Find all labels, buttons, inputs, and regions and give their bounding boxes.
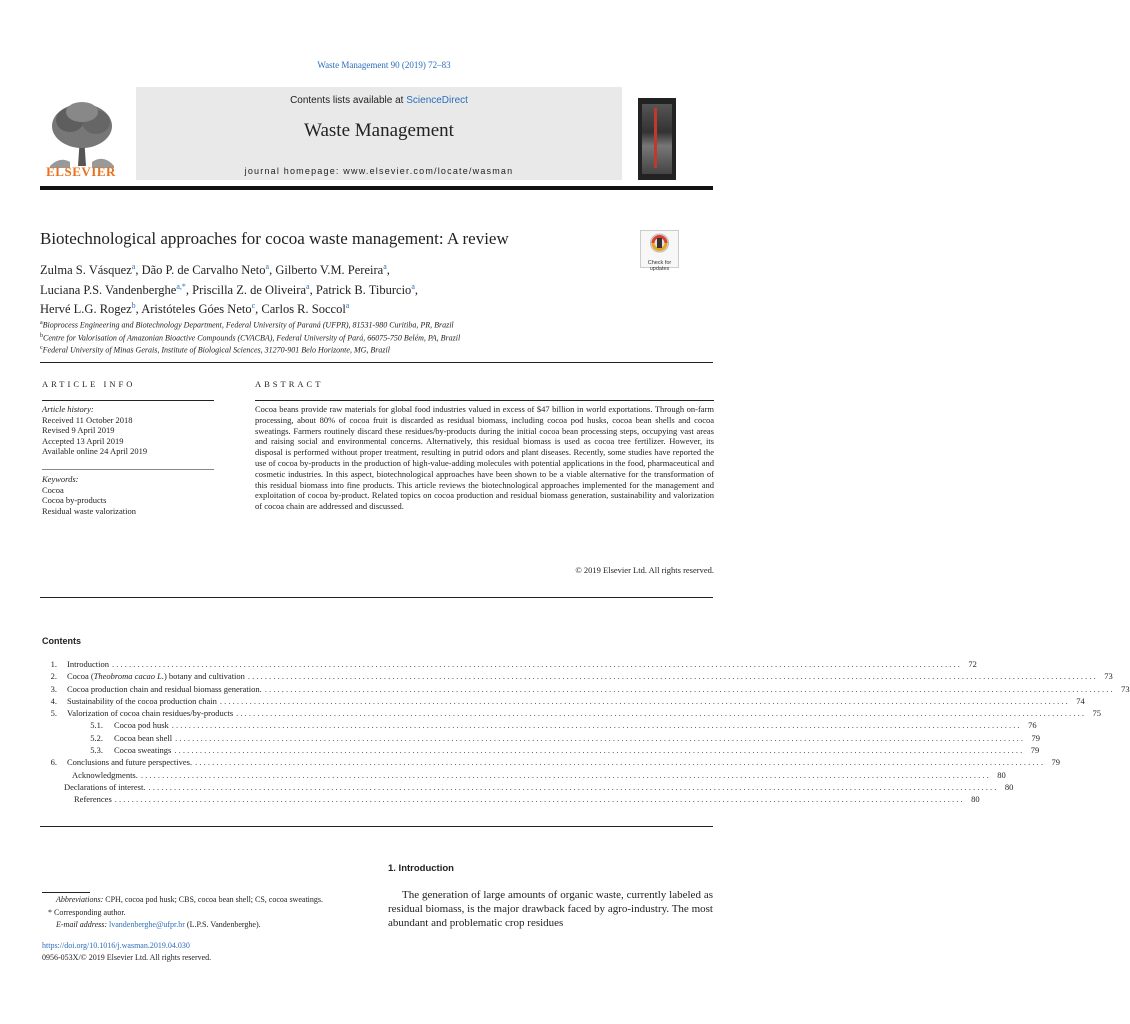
homepage-prefix: journal homepage: [244, 166, 344, 176]
email-note: E-mail address: lvandenberghe@ufpr.br (L.P.S. Vandenberghe). [56, 920, 261, 929]
toc-leader-dots: . . . . . . . . . . . . . . . . . . . . . . . . . . . . . . . . . . . . . . . . . . . . . . . . . . . . . . . . . . . . . . . . . . . . . . . . . . . . . . . . . . . . . . . . . . . . . . . . . . . . . . . . . . . . . . . . . . . . . . . . . . . . . . . . . . . . . . . . . . . . . . . . . . . . . . . . . . . . . . . . . . . . . . . . . . . . . . . . . . . . . . . . . . . . . . . . . . . . . . . . [175, 732, 1023, 743]
article-info-heading: ARTICLE INFO [42, 379, 136, 389]
toc-item-label: Sustainability of the cocoa production chain [67, 695, 217, 706]
footnote-rule [42, 892, 90, 893]
toc-item-label: Conclusions and future perspectives. [67, 757, 193, 768]
abstract-heading: ABSTRACT [255, 379, 324, 389]
issn-line: 0956-053X/© 2019 Elsevier Ltd. All rights reserved. [42, 953, 212, 962]
journal-citation[interactable]: Waste Management 90 (2019) 72–83 [317, 60, 451, 70]
divider [42, 400, 214, 401]
toc-item-number: 2. [50, 671, 57, 682]
affiliation: $^b$Centre for Valorisation of Amazonian Bioactive Compounds (CVACBA), Federal University of Pará, 66075-750 Belém, PA, Brazil [40, 332, 461, 343]
check-for-updates-label: Check for updates [647, 260, 672, 272]
divider [40, 826, 713, 827]
toc-item-page: 72 [968, 659, 977, 669]
toc-item[interactable] [42, 671, 1113, 683]
contents-available-prefix: Contents lists available at [290, 95, 407, 106]
author-list: Zulma S. Vásquez$^a$, Dão P. de Carvalho Neto$^a$, Gilberto V.M. Pereira$^a$, Luciana P.S. Vandenberghe$^{a,*}$, Priscilla Z. de Oliveira$^a$, Patrick B. Tiburcio$^a$, Hervé L.G. Rogez$^b$, Aristóteles Góes Neto$^c$, Carlos R. Soccol$^a$ [40, 262, 418, 317]
toc-item-label: Cocoa pod husk [114, 720, 169, 731]
toc-item-label: Cocoa bean shell [114, 732, 173, 743]
toc-item-label: Cocoa sweatings [114, 745, 172, 756]
toc-leader-dots: . . . . . . . . . . . . . . . . . . . . . . . . . . . . . . . . . . . . . . . . . . . . . . . . . . . . . . . . . . . . . . . . . . . . . . . . . . . . . . . . . . . . . . . . . . . . . . . . . . . . . . . . . . . . . . . . . . . . . . . . . . . . . . . . . . . . . . . . . . . . . . . . . . . . . . . . . . . . . . . . . . . . . . . . . . . . . . . . . . . . . . . . . . . . . . . . . . . . . . . . [247, 671, 1096, 682]
toc-leader-dots: . . . . . . . . . . . . . . . . . . . . . . . . . . . . . . . . . . . . . . . . . . . . . . . . . . . . . . . . . . . . . . . . . . . . . . . . . . . . . . . . . . . . . . . . . . . . . . . . . . . . . . . . . . . . . . . . . . . . . . . . . . . . . . . . . . . . . . . . . . . . . . . . . . . . . . . . . . . . . . . . . . . . . . . . . . . . . . . . . . . . . . . . . . . . . . . . . . . . . . . . [148, 781, 997, 792]
keyword: Cocoa by-products [42, 495, 107, 505]
toc-item-page: 80 [997, 769, 1006, 780]
toc-leader-dots: . . . . . . . . . . . . . . . . . . . . . . . . . . . . . . . . . . . . . . . . . . . . . . . . . . . . . . . . . . . . . . . . . . . . . . . . . . . . . . . . . . . . . . . . . . . . . . . . . . . . . . . . . . . . . . . . . . . . . . . . . . . . . . . . . . . . . . . . . . . . . . . . . . . . . . . . . . . . . . . . . . . . . . . . . . . . . . . . . . . . . . . . . . . . . . . . . . . . . . . . [174, 745, 1023, 756]
affiliation: $^c$Federal University of Minas Gerais, Institute of Biological Sciences, 31270-901 Belo Horizonte, MG, Brazil [40, 345, 390, 355]
keyword: Cocoa [42, 484, 64, 495]
toc-item-page: 75 [1092, 708, 1102, 719]
history-item: Received 11 October 2018 [42, 414, 133, 425]
author[interactable]: Priscilla Z. de Oliveira$^a$ [192, 281, 310, 297]
author[interactable]: Patrick B. Tiburcio$^a$ [315, 281, 415, 297]
toc-item[interactable] [42, 695, 1085, 708]
toc-item-page: 76 [1028, 720, 1037, 731]
sciencedirect-link[interactable]: ScienceDirect [406, 95, 468, 106]
toc-item-number: 6. [50, 757, 57, 768]
email-link[interactable]: lvandenberghe@ufpr.br [109, 920, 185, 929]
toc-item-page: 73 [1104, 671, 1113, 682]
toc-item-page: 74 [1076, 695, 1085, 706]
toc-item-number: 5. [50, 708, 57, 719]
toc-item-number: 5.1. [90, 720, 103, 731]
toc-item[interactable] [42, 745, 1040, 757]
toc-item-number: 4. [50, 695, 57, 706]
divider [40, 362, 713, 363]
toc-item[interactable] [42, 659, 977, 671]
keywords [42, 474, 214, 516]
history-label: Article history: [42, 404, 94, 414]
toc-item[interactable] [42, 683, 1130, 696]
affiliations [40, 318, 640, 356]
elsevier-wordmark: ELSEVIER [46, 164, 116, 179]
toc-item-number: 1. [50, 659, 57, 669]
toc-item-page: 80 [1004, 781, 1014, 792]
toc-item-label: Valorization of cocoa chain residues/by-products [67, 708, 234, 719]
introduction-heading: 1. Introduction [388, 863, 454, 874]
contents-available-line [136, 95, 622, 106]
check-for-updates-icon [641, 231, 678, 255]
toc-leader-dots: . . . . . . . . . . . . . . . . . . . . . . . . . . . . . . . . . . . . . . . . . . . . . . . . . . . . . . . . . . . . . . . . . . . . . . . . . . . . . . . . . . . . . . . . . . . . . . . . . . . . . . . . . . . . . . . . . . . . . . . . . . . . . . . . . . . . . . . . . . . . . . . . . . . . . . . . . . . . . . . . . . . . . . . . . . . . . . . . . . . . . . . . . . . . . . . . . . . . . . . . [264, 683, 1113, 694]
toc-item-label: Introduction [67, 659, 110, 669]
elsevier-logo [40, 96, 122, 180]
toc-leader-dots: . . . . . . . . . . . . . . . . . . . . . . . . . . . . . . . . . . . . . . . . . . . . . . . . . . . . . . . . . . . . . . . . . . . . . . . . . . . . . . . . . . . . . . . . . . . . . . . . . . . . . . . . . . . . . . . . . . . . . . . . . . . . . . . . . . . . . . . . . . . . . . . . . . . . . . . . . . . . . . . . . . . . . . . . . . . . . . . . . . . . . . . . . . . . . . . . . . . . . . . . [236, 708, 1085, 719]
article-history [42, 404, 214, 457]
author[interactable]: Gilberto V.M. Pereira$^a$ [275, 262, 387, 278]
author[interactable]: Dão P. de Carvalho Neto$^a$ [141, 262, 270, 278]
article-title: Biotechnological approaches for cocoa waste management: A review [40, 229, 509, 248]
journal-name: Waste Management [304, 120, 454, 141]
toc-item-number: 5.3. [90, 745, 103, 756]
toc-item-number: 3. [50, 683, 57, 694]
toc-leader-dots: . . . . . . . . . . . . . . . . . . . . . . . . . . . . . . . . . . . . . . . . . . . . . . . . . . . . . . . . . . . . . . . . . . . . . . . . . . . . . . . . . . . . . . . . . . . . . . . . . . . . . . . . . . . . . . . . . . . . . . . . . . . . . . . . . . . . . . . . . . . . . . . . . . . . . . . . . . . . . . . . . . . . . . . . . . . . . . . . . . . . . . . . . . . . . . . . . . . . . . . . [171, 720, 1020, 731]
toc-item[interactable] [42, 769, 1006, 782]
header-rule [40, 186, 713, 190]
author[interactable]: Luciana P.S. Vandenberghe$^{a,*}$ [40, 281, 186, 297]
toc-item-page: 80 [971, 794, 980, 805]
author[interactable]: Hervé L.G. Rogez$^b$ [40, 301, 136, 317]
contents-title: Contents [42, 636, 81, 646]
history-item: Revised 9 April 2019 [42, 425, 115, 435]
abstract-copyright: © 2019 Elsevier Ltd. All rights reserved. [575, 565, 714, 575]
toc-leader-dots: . . . . . . . . . . . . . . . . . . . . . . . . . . . . . . . . . . . . . . . . . . . . . . . . . . . . . . . . . . . . . . . . . . . . . . . . . . . . . . . . . . . . . . . . . . . . . . . . . . . . . . . . . . . . . . . . . . . . . . . . . . . . . . . . . . . . . . . . . . . . . . . . . . . . . . . . . . . . . . . . . . . . . . . . . . . . . . . . . . . . . . . . . . . . . . . . . . . . . . . . [140, 769, 989, 780]
toc-item-page: 79 [1051, 757, 1060, 768]
author[interactable]: Aristóteles Góes Neto$^c$ [141, 301, 256, 317]
toc-item-label: Cocoa (Theobroma cacao L.) botany and cultivation [67, 671, 245, 682]
history-item: Accepted 13 April 2019 [42, 435, 124, 446]
keywords-label: Keywords: [42, 474, 79, 484]
divider [255, 400, 714, 401]
toc-item-page: 73 [1121, 683, 1130, 694]
corresponding-note: * Corresponding author. [48, 907, 126, 917]
homepage-url-link[interactable]: www.elsevier.com/locate/wasman [343, 166, 514, 176]
check-for-updates-button[interactable] [640, 230, 679, 272]
toc-item[interactable] [42, 794, 980, 806]
toc-item-label: References [74, 794, 112, 805]
table-of-contents [42, 659, 1130, 807]
doi-link[interactable]: https://doi.org/10.1016/j.wasman.2019.04.030 [42, 941, 190, 950]
introduction-text: The generation of large amounts of organic waste, currently labeled as residual biomass, is the major drawback faced by agro-industry. The most abundant and problematic crop residues [388, 889, 713, 929]
toc-item[interactable] [42, 720, 1037, 732]
toc-item-page: 79 [1030, 745, 1040, 756]
divider [40, 597, 713, 598]
toc-leader-dots: . . . . . . . . . . . . . . . . . . . . . . . . . . . . . . . . . . . . . . . . . . . . . . . . . . . . . . . . . . . . . . . . . . . . . . . . . . . . . . . . . . . . . . . . . . . . . . . . . . . . . . . . . . . . . . . . . . . . . . . . . . . . . . . . . . . . . . . . . . . . . . . . . . . . . . . . . . . . . . . . . . . . . . . . . . . . . . . . . . . . . . . . . . . . . . . . . . . . . . . . [195, 757, 1043, 768]
toc-item-label: Acknowledgments. [72, 769, 138, 780]
history-item: Available online 24 April 2019 [42, 446, 148, 456]
toc-leader-dots: . . . . . . . . . . . . . . . . . . . . . . . . . . . . . . . . . . . . . . . . . . . . . . . . . . . . . . . . . . . . . . . . . . . . . . . . . . . . . . . . . . . . . . . . . . . . . . . . . . . . . . . . . . . . . . . . . . . . . . . . . . . . . . . . . . . . . . . . . . . . . . . . . . . . . . . . . . . . . . . . . . . . . . . . . . . . . . . . . . . . . . . . . . . . . . . . . . . . . . . . [114, 794, 963, 805]
abbreviations-note: Abbreviations: CPH, cocoa pod husk; CBS, cocoa bean shell; CS, cocoa sweatings. [56, 895, 323, 904]
keyword: Residual waste valorization [42, 505, 136, 516]
journal-cover-thumbnail [638, 98, 676, 180]
toc-item-number: 5.2. [90, 732, 103, 743]
author[interactable]: Zulma S. Vásquez$^a$ [40, 262, 136, 278]
toc-item[interactable] [42, 708, 1102, 720]
toc-item[interactable] [42, 757, 1060, 769]
toc-item[interactable] [42, 781, 1014, 794]
abstract-text: Cocoa beans provide raw materials for global food industries valued in excess of $47 billion in world exportations. Through on-farm processing, about 80% of cocoa fruit is discarded as residual biomass, including cocoa pod husks, cocoa bean shells and cocoa sweatings. Farmers routinely discard these residues/by-products during the initial cocoa bean processing steps, occupying vast areas and raising social and environmental concerns. Alternatively, this residual biomass is used as cocoa tree fertilizer. However, its disposal is performed without proper treatment, resulting in putrid odors and plant diseases. Recently, some studies have reported the use of cocoa by-products in the production of high-value-adding molecules with potential applications in the food, pharmaceutical and cosmetic industries. In this aspect, biotechnological approaches have been shown to be a viable alternative for the transformation of this residual biomass into fine products. This article reviews the biotechnological approaches implemented for the management and exploitation of cocoa by-product. Related topics on cocoa production and residual biomass generation, sustainability and valorization of cocoa chain are addressed and discussed. [255, 404, 714, 512]
toc-item[interactable] [42, 732, 1040, 745]
toc-leader-dots: . . . . . . . . . . . . . . . . . . . . . . . . . . . . . . . . . . . . . . . . . . . . . . . . . . . . . . . . . . . . . . . . . . . . . . . . . . . . . . . . . . . . . . . . . . . . . . . . . . . . . . . . . . . . . . . . . . . . . . . . . . . . . . . . . . . . . . . . . . . . . . . . . . . . . . . . . . . . . . . . . . . . . . . . . . . . . . . . . . . . . . . . . . . . . . . . . . . . . . . . [112, 659, 960, 669]
divider [42, 469, 214, 470]
toc-item-label: Declarations of interest. [64, 781, 146, 792]
affiliation: $^a$Bioprocess Engineering and Biotechnology Department, Federal University of Paraná (UFPR), 81531-980 Curitiba, PR, Brazil [40, 320, 454, 330]
toc-item-page: 79 [1031, 732, 1040, 743]
author[interactable]: Carlos R. Soccol$^a$ [261, 301, 350, 317]
journal-homepage-line [136, 166, 622, 176]
footnotes [42, 894, 372, 932]
toc-leader-dots: . . . . . . . . . . . . . . . . . . . . . . . . . . . . . . . . . . . . . . . . . . . . . . . . . . . . . . . . . . . . . . . . . . . . . . . . . . . . . . . . . . . . . . . . . . . . . . . . . . . . . . . . . . . . . . . . . . . . . . . . . . . . . . . . . . . . . . . . . . . . . . . . . . . . . . . . . . . . . . . . . . . . . . . . . . . . . . . . . . . . . . . . . . . . . . . . . . . . . . . . [219, 695, 1068, 706]
toc-item-label: Cocoa production chain and residual biomass generation. [67, 683, 262, 694]
